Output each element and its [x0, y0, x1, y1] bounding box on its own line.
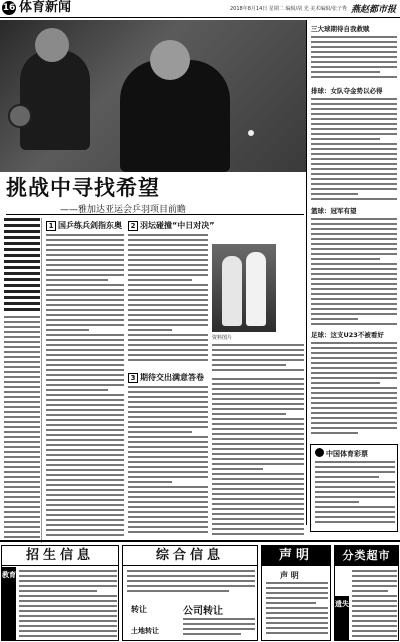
ad-transfer-text — [183, 618, 255, 640]
right-column-title: 三大球期待自我救赎 — [311, 25, 370, 33]
section-1-title: 1 国乒练兵剑指东奥 — [46, 220, 122, 231]
section-3-body — [128, 386, 208, 538]
ball-icon — [248, 130, 254, 136]
ad-general-text — [127, 570, 255, 598]
player-right-head — [150, 40, 190, 80]
lead-photo-table-tennis — [0, 20, 306, 172]
article-headline: 挑战中寻找希望 — [6, 175, 160, 200]
volleyball-text — [311, 98, 397, 204]
dateline: 2018年8月14日 星期二 编辑/胡 光 美术编辑/张子秀 — [230, 6, 347, 12]
article-subhead: ——雅加达亚运会乒羽项目前瞻 — [60, 205, 187, 215]
classified-ads-strip — [0, 540, 400, 642]
ad-general — [122, 545, 258, 641]
section-title: 体育新闻 — [19, 0, 72, 15]
lottery-logo: 中国体育彩票 — [315, 448, 368, 459]
lead-in-column — [2, 218, 42, 543]
ad-company-transfer: 公司转让 — [183, 606, 223, 617]
ad-classified — [334, 545, 399, 641]
player-b — [246, 252, 266, 326]
ad-notice-title: 声明 — [262, 546, 330, 566]
section-1-body — [46, 234, 124, 540]
ad-notice — [261, 545, 331, 641]
paddle-icon — [8, 104, 32, 128]
badminton-players-photo — [212, 244, 276, 332]
volleyball-subtitle: 排球：女队夺金势以必得 — [311, 87, 383, 95]
player-left-head — [35, 28, 69, 62]
section-3-title: 3 期待交出满意答卷 — [128, 372, 204, 383]
right-column-intro — [311, 36, 397, 82]
photo-caption: 资料图片 — [212, 335, 233, 341]
ad-notice-text — [266, 582, 328, 640]
page-number: 16 — [2, 3, 16, 13]
ad-recruit — [1, 545, 119, 641]
divider — [6, 214, 304, 215]
lead-in-text — [4, 218, 40, 313]
lottery-logo-icon — [315, 448, 324, 457]
player-left — [20, 50, 90, 150]
basketball-text — [311, 218, 397, 328]
ad-general-title: 综合信息 — [123, 546, 257, 566]
ad-recruit-side: 教育 — [2, 567, 16, 641]
ad-land-transfer: 土地转让 — [131, 627, 159, 635]
lead-in-body — [4, 316, 40, 542]
lottery-results-box — [310, 444, 398, 532]
newspaper-logo: 燕赵都市报 — [350, 5, 396, 15]
page-masthead — [0, 0, 400, 18]
football-subtitle: 足球：这支U23不被看好 — [311, 331, 384, 339]
section-3-body-cont — [212, 378, 304, 538]
ad-recruit-text — [19, 570, 117, 640]
ad-classified-side: 遗失 — [335, 596, 349, 641]
football-text — [311, 342, 397, 438]
ad-transfer-label: 转让 — [131, 605, 147, 614]
ad-classified-text — [352, 570, 397, 640]
ad-classified-title: 分类超市 — [335, 546, 398, 566]
section-2-body — [128, 234, 208, 366]
section-2-title: 2 羽坛碰撞“中日对决” — [128, 220, 215, 231]
ad-notice-sub: 声 明 — [280, 571, 299, 580]
player-a — [222, 256, 242, 326]
section-2-body-cont — [212, 344, 304, 374]
ad-recruit-title: 招生信息 — [2, 546, 118, 566]
lottery-results — [315, 461, 395, 529]
basketball-subtitle: 篮球：冠军有望 — [311, 207, 357, 215]
